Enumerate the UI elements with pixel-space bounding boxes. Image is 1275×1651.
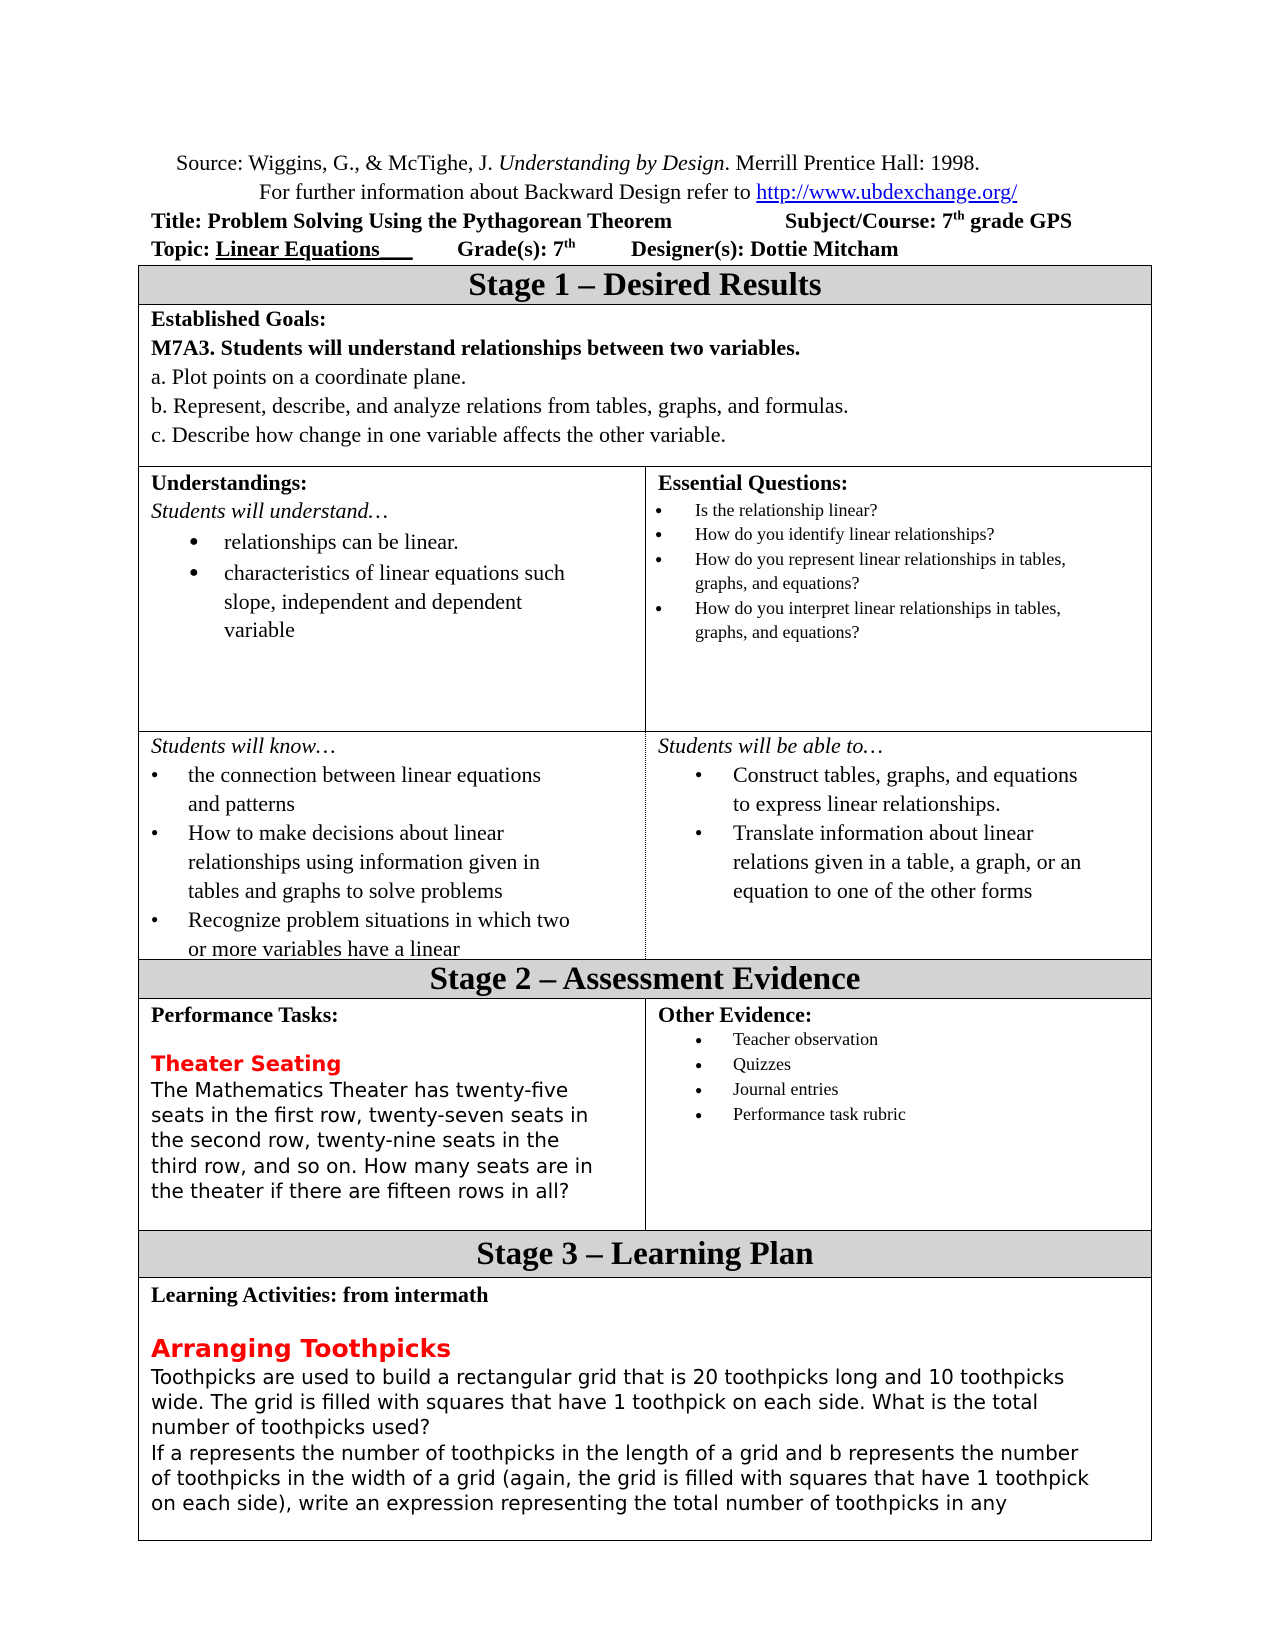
essential-questions-label: Essential Questions: [658,470,849,495]
understand-item: slope, independent and dependent [224,589,523,614]
bullet-icon: ● [189,564,199,581]
title-line [151,208,672,234]
topic-label: Topic: [151,236,216,261]
bullet-icon: ● [655,527,663,541]
bullet-icon: ● [151,912,159,926]
grade-line: Grade(s): 7th [457,235,576,261]
topic-value: Linear Equations___ [215,236,413,261]
topic-line [151,236,413,262]
designer-line: Designer(s): Dottie Mitcham [631,236,899,261]
bullet-icon: ● [695,1058,703,1072]
able-intro: Students will be able to… [658,733,883,758]
task-text: the second row, twenty-nine seats in the [151,1128,560,1152]
know-item: Recognize problem situations in which two [188,907,570,932]
understandings-label: Understandings: [151,470,308,495]
understand-item: variable [224,617,295,642]
evidence-item: Performance task rubric [733,1104,906,1124]
know-intro: Students will know… [151,733,336,758]
understand-item: characteristics of linear equations such [224,560,565,585]
know-item: How to make decisions about linear [188,820,504,845]
further-info [259,179,1017,205]
activity-text: on each side), write an expression representing the total number of toothpicks in any [151,1491,1008,1515]
task-title: Theater Seating [151,1052,342,1076]
activity-text: wide. The grid is filled with squares that have 1 toothpick on each side. What is the total [151,1390,1039,1414]
subject-course: Subject/Course: 7th grade GPS [785,207,1073,233]
goal-item: a. Plot points on a coordinate plane. [151,364,467,389]
goal-item: b. Represent, describe, and analyze relations from tables, graphs, and formulas. [151,393,849,418]
bullet-icon: ● [151,825,159,839]
able-item: to express linear relationships. [733,791,1001,816]
further-info-text: For further information about Backward Design refer to [259,179,757,204]
ubdexchange-link[interactable]: http://www.ubdexchange.org/ [756,179,1018,204]
stage3-title: Stage 3 – Learning Plan [476,1236,814,1272]
bullet-icon: ● [695,767,703,781]
source-book-title: Understanding by Design [498,150,725,175]
know-item: relationships using information given in [188,849,540,874]
able-item: equation to one of the other forms [733,878,1033,903]
learning-activities-label: Learning Activities: from intermath [151,1282,489,1307]
performance-tasks-label: Performance Tasks: [151,1002,339,1027]
understand-item: relationships can be linear. [224,529,459,554]
goal-item: c. Describe how change in one variable affects the other variable. [151,422,726,447]
stage2-title: Stage 2 – Assessment Evidence [429,961,861,997]
activity-text: of toothpicks in the width of a grid (again, the grid is filled with squares that have 1 toothpick [151,1466,1090,1490]
bullet-icon: ● [655,503,663,517]
eq-item: How do you represent linear relationships in tables, [695,549,1066,569]
know-item: or more variables have a linear [188,936,460,961]
lesson-title: Title: Problem Solving Using the Pythagorean Theorem [151,208,673,233]
activity-text: Toothpicks are used to build a rectangular grid that is 20 toothpicks long and 10 toothpicks [151,1365,1065,1389]
eq-item: graphs, and equations? [695,573,860,593]
know-item: tables and graphs to solve problems [188,878,503,903]
know-item: and patterns [188,791,295,816]
bullet-icon: ● [655,552,663,566]
know-item: the connection between linear equations [188,762,542,787]
able-item: relations given in a table, a graph, or an [733,849,1082,874]
eq-item: Is the relationship linear? [695,500,878,520]
task-text: The Mathematics Theater has twenty-five [151,1078,569,1102]
activity-title: Arranging Toothpicks [151,1334,452,1363]
activity-text: number of toothpicks used? [151,1415,431,1439]
task-text: third row, and so on. How many seats are in [151,1154,593,1178]
bullet-icon: ● [695,1083,703,1097]
activity-text: If a represents the number of toothpicks in the length of a grid and b represents the number [151,1441,1079,1465]
eq-item: How do you identify linear relationships? [695,524,995,544]
source-suffix: . Merrill Prentice Hall: 1998. [724,150,980,175]
eq-item: How do you interpret linear relationships in tables, [695,598,1061,618]
bullet-icon: ● [695,1033,703,1047]
eq-item: graphs, and equations? [695,622,860,642]
bullet-icon: ● [695,825,703,839]
bullet-icon: ● [695,1108,703,1122]
goals-standard: M7A3. Students will understand relationships between two variables. [151,335,801,360]
bullet-icon: ● [151,767,159,781]
evidence-item: Journal entries [733,1079,839,1099]
evidence-item: Teacher observation [733,1029,879,1049]
task-text: seats in the first row, twenty-seven seats in [151,1103,589,1127]
evidence-item: Quizzes [733,1054,791,1074]
other-evidence-label: Other Evidence: [658,1002,813,1027]
understand-intro: Students will understand… [151,498,389,523]
stage1-title: Stage 1 – Desired Results [468,267,822,303]
able-item: Translate information about linear [733,820,1034,845]
task-text: the theater if there are fifteen rows in all? [151,1179,570,1203]
source-prefix: Source: Wiggins, G., & McTighe, J. [176,150,499,175]
bullet-icon: ● [655,601,663,615]
bullet-icon: ● [189,533,199,550]
source-citation [176,150,980,176]
able-item: Construct tables, graphs, and equations [733,762,1078,787]
established-goals-label: Established Goals: [151,306,327,331]
